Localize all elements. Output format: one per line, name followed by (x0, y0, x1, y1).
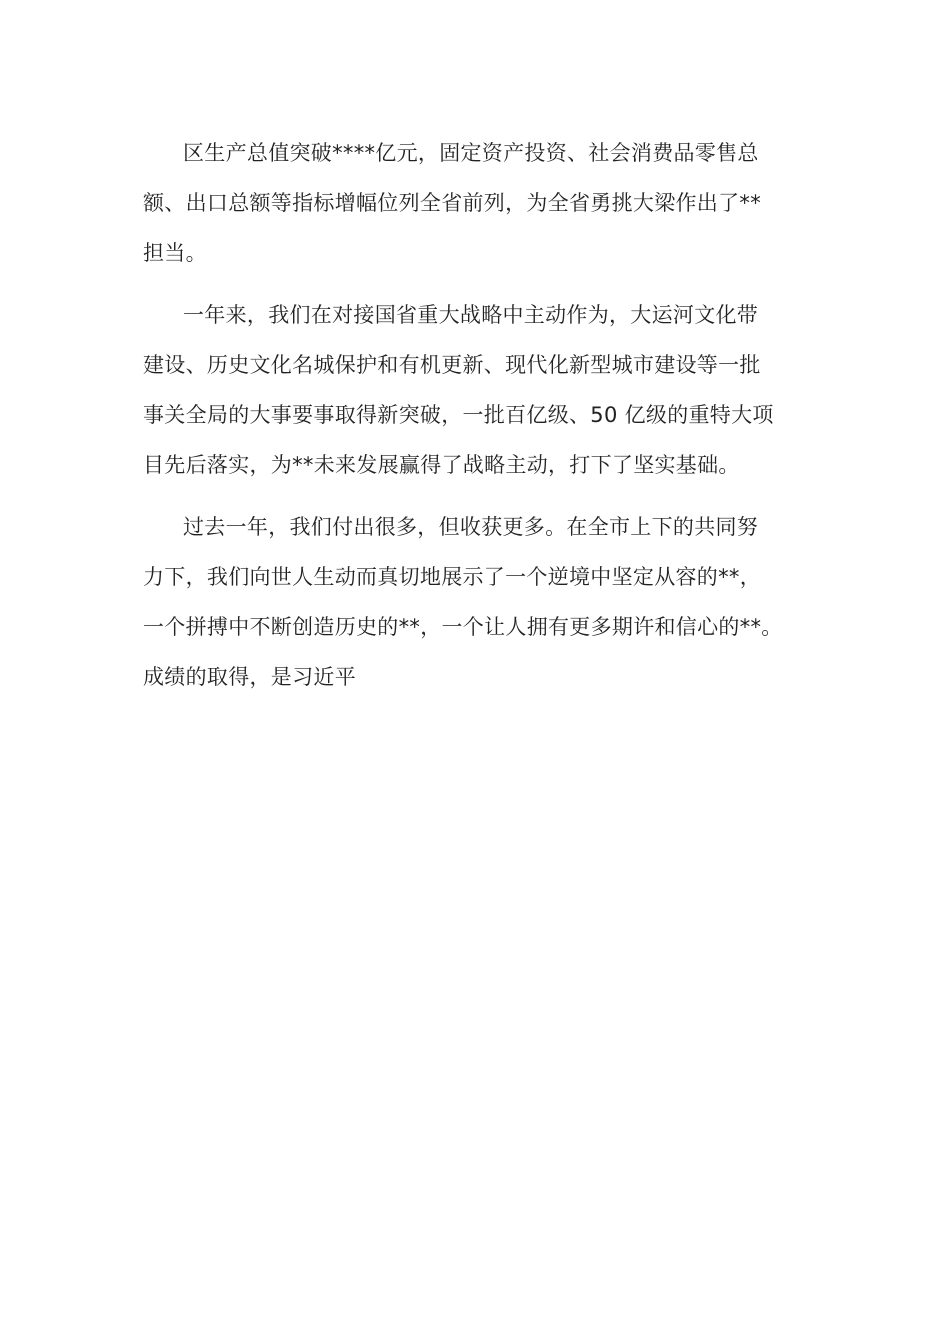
text-line: 担当。 (143, 241, 207, 265)
text-line: 力下，我们向世人生动而真切地展示了一个逆境中坚定从容的**， (143, 565, 761, 589)
text-line: 建设、历史文化名城保护和有机更新、现代化新型城市建设等一批 (143, 353, 761, 377)
text-line: 过去一年，我们付出很多，但收获更多。在全市上下的共同努 (183, 515, 759, 539)
paragraph-3 (143, 502, 823, 702)
document-body (143, 128, 823, 706)
text-line: 一年来，我们在对接国省重大战略中主动作为，大运河文化带 (183, 303, 759, 327)
text-line: 事关全局的大事要事取得新突破，一批百亿级、50 亿级的重特大项 (143, 403, 774, 427)
text-line: 额、出口总额等指标增幅位列全省前列，为全省勇挑大梁作出了** (143, 191, 761, 215)
paragraph-2 (143, 290, 823, 490)
text-line: 成绩的取得，是习近平 (143, 665, 356, 689)
text-line: 区生产总值突破****亿元，固定资产投资、社会消费品零售总 (183, 141, 759, 165)
text-line: 目先后落实，为**未来发展赢得了战略主动，打下了坚实基础。 (143, 453, 740, 477)
paragraph-1 (143, 128, 823, 278)
text-line: 一个拼搏中不断创造历史的**，一个让人拥有更多期许和信心的**。 (143, 615, 783, 639)
